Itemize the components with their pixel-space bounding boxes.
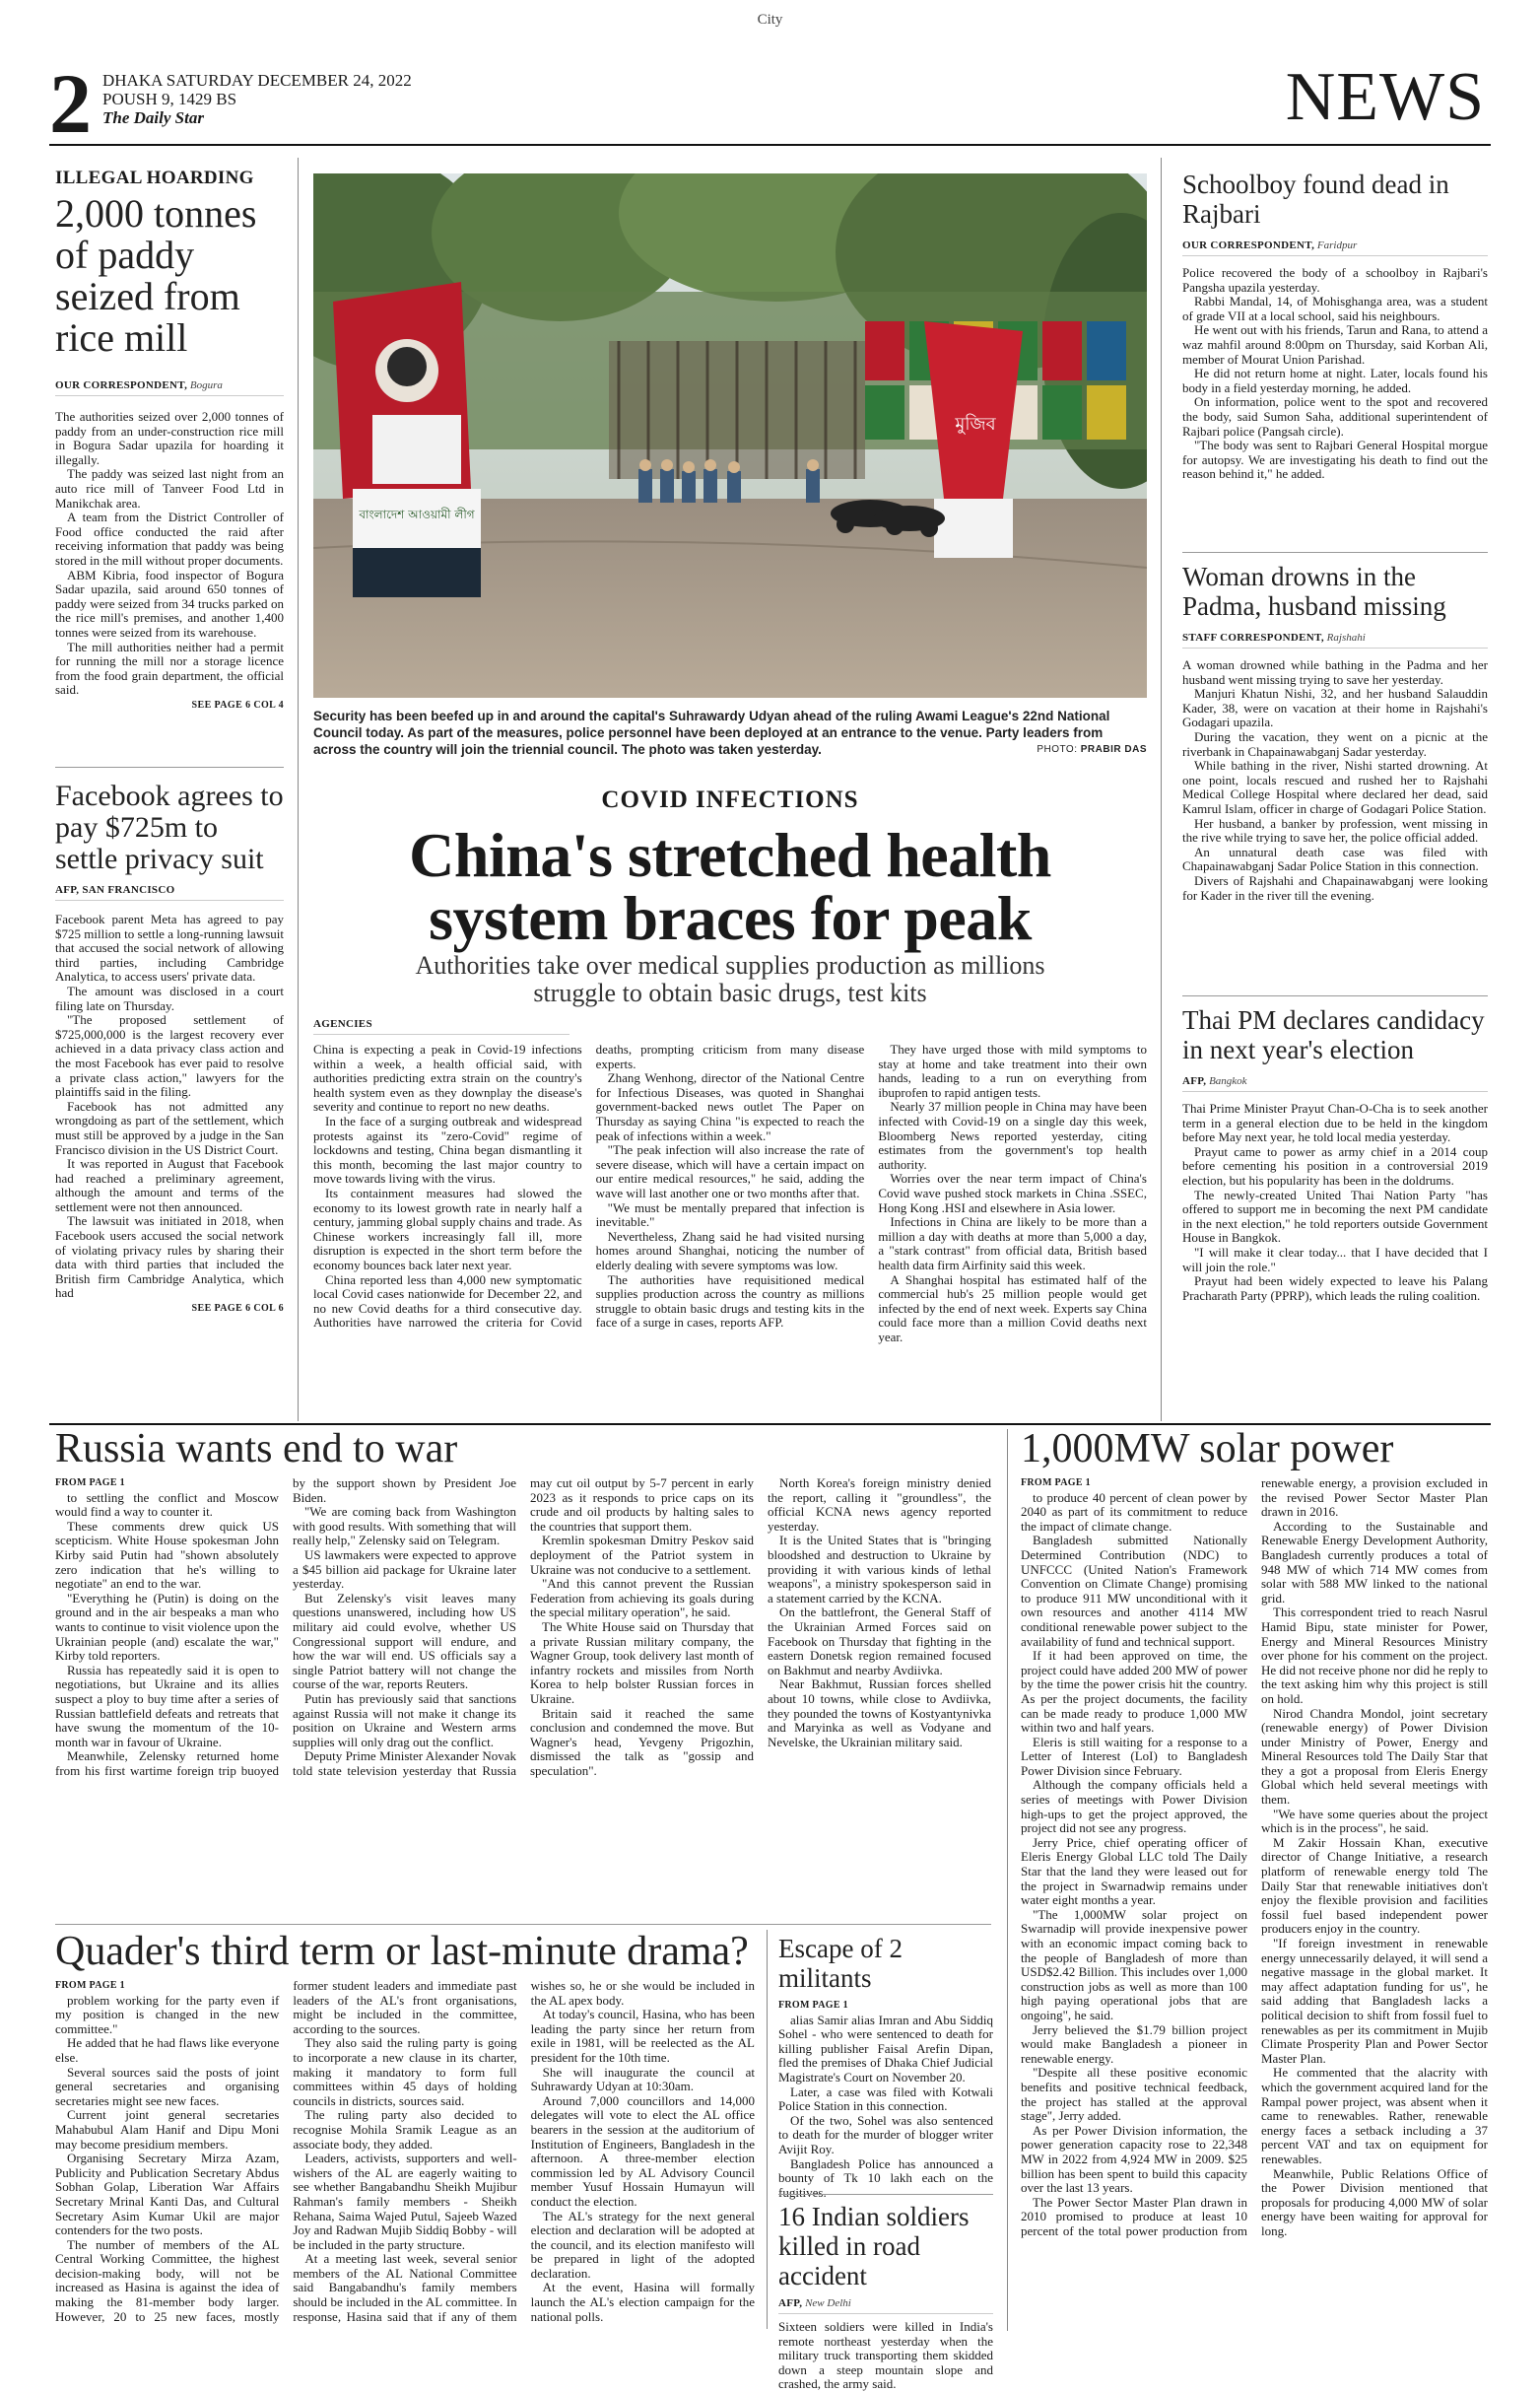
divider (1182, 552, 1488, 553)
article-body: Thai Prime Minister Prayut Chan-O-Cha is to seek another term in a general election due to be held in the kingdom before May next year, he told local media yesterday. Prayut came to power as army chief in a 2014 coup before cementing his position in a controversial 2019 election, but his popularity has been in the doldrums. The newly-created United Thai Nation Party "has offered to support me in becoming the next PM candidate in the next election," he told reporters outside Government House in Bangkok. "I will make it clear today... that I have decided that I will join the role." Prayut had been widely expected to leave his Palang Pracharath Party (PPRP), which leads the ruling coalition. (1182, 1101, 1488, 1303)
page-number: 2 (49, 56, 92, 151)
kicker: ILLEGAL HOARDING (55, 168, 254, 188)
divider (1182, 995, 1488, 996)
article-facebook (55, 781, 284, 1314)
from-page: FROM PAGE 1 (778, 2000, 848, 2011)
headline: Thai PM declares candidacy in next year's election (1182, 1005, 1485, 1064)
section-rule (49, 1423, 1491, 1425)
photo-caption (313, 708, 1147, 758)
column-divider (298, 158, 299, 1421)
section-label: City (757, 12, 783, 28)
caption-text: Security has been beefed up in and around the capital's Suhrawardy Udyan ahead of the ruling Awami League's 22nd National Council today. As part of the measures, police personnel have been deployed at an entrance to the venue. Party leaders from across the country will join the triennial council. The photo was taken yesterday. (313, 709, 1110, 757)
article-russia (55, 1427, 991, 1915)
headline: Russia wants end to war (55, 1426, 458, 1471)
divider (778, 2194, 993, 2195)
lead-kicker: COVID INFECTIONS (601, 786, 859, 813)
article-paddy (55, 168, 284, 711)
article-solar (1021, 1427, 1488, 2332)
from-page: FROM PAGE 1 (1021, 1477, 1091, 1488)
date-bangla: POUSH 9, 1429 BS (102, 90, 237, 108)
lead-article (313, 1017, 1147, 1412)
from-page: FROM PAGE 1 (55, 1477, 125, 1488)
byline: STAFF CORRESPONDENT, Rajshahi (1182, 631, 1488, 649)
article-body: FROM PAGE 1 to settling the conflict and Moscow would find a way to counter it. These comments drew quick US scepticism. White House spokesman John Kirby said Putin had "shown absolutely zero indication that he's willing to negotiate" an end to the war. "Everything he (Putin) is doing on the ground and in the air bespeaks a man who wants to continue to visit violence upon the Ukrainian people (and) escalate the war," Kirby told reporters. Russia has repeatedly said it is open to negotiations, but Ukraine and its allies suspect a ploy to buy time after a series of Russian battlefield defeats and retreats that have swung the momentum of the 10-month war in favour of Ukraine. Meanwhile, Zelensky returned home from his first wartime foreign trip buoyed by the support shown by President Joe Biden. "We are coming back from Washington with good results. With something that will really help," Zelensky said on Telegram. US lawmakers were expected to approve a $45 billion aid package for Ukraine later yesterday. But Zelensky's visit leaves many questions unanswered, including how US military aid could evolve, whether US Congressional support will endure, and how the war will end. US officials say a single Patriot battery will not change the course of the war, reports Reuters. Putin has previously said that sanctions against Russia will not make it change its position on Ukraine and Western arms supplies will only drag out the conflict. Deputy Prime Minister Alexander Novak told state television yesterday that Russia may cut oil output by 5-7 percent in early 2023 as it responds to price caps on its crude and oil products by halting sales to the countries that support them. Kremlin spokesman Dmitry Peskov said deployment of the Patriot system in Ukraine was not conducive to a settlement. "And this cannot prevent the Russian Federation from achieving its goals during the special military operation", he said. The White House said on Thursday that a private Russian military company, the Wagner Group, took delivery last month of infantry rockets and missiles from North Korea to help bolster Russian forces in Ukraine. Britain said it reached the same conclusion and condemned the move. But Wagner's head, Yevgeny Prigozhin, dismissed the talk as "gossip and speculation". North Korea's foreign ministry denied the report, calling it "groundless", the official KCNA news agency reported yesterday. It is the United States that is "bringing bloodshed and destruction to Ukraine by providing it with various kinds of lethal weapons", a ministry spokesperson said in a statement carried by the KCNA. On the battlefront, the General Staff of the Ukrainian Armed Forces said on Facebook on Thursday that fighting in the eastern Donetsk region remained focused on Bakhmut and nearby Avdiivka. Near Bakhmut, Russian forces shelled about 10 towns, while close to Avdiivka, they pounded the towns of Kostyantynivka and Maryinka as well as Vodyane and Nevelske, the Ukrainian military said. (55, 1475, 991, 1778)
byline: AFP, SAN FRANCISCO (55, 883, 284, 901)
column-divider (1007, 1429, 1008, 2331)
article-body: China is expecting a peak in Covid-19 infections within a week, a health official said, with authorities predicting extra strain on the country's health system even as they downplay the disease's severity and continue to report no new deaths. In the face of a surging outbreak and widespread protests against its "zero-Covid" regime of lockdowns and testing, China began dismantling it this month, becoming the last major country to move towards living with the virus. Its containment measures had slowed the economy to its lowest growth rate in nearly half a century, jamming global supply chains and trade. As Chinese workers increasingly fall ill, more disruption is expected in the short term before the economy bounces back later next year. China reported less than 4,000 new symptomatic local Covid cases nationwide for December 22, and no new Covid deaths for a third consecutive day. Authorities have narrowed the criteria for Covid deaths, prompting criticism from many disease experts. Zhang Wenhong, director of the National Centre for Infectious Diseases, was quoted in Shanghai government-backed news outlet The Paper on Thursday as saying China "is expected to reach the peak of infections within a week." "The peak infection will also increase the rate of severe disease, which will have a certain impact on our entire medical resources," he said, adding the wave will last another one or two months after that. "We must be mentally prepared that infection is inevitable." Nevertheless, Zhang said he had visited nursing homes around Shanghai, noticing the number of elderly dealing with severe symptoms was low. The authorities have requisitioned medical supplies production across the country as millions struggle to obtain basic drugs and testing kits in the face of a surge in cases, reports AFP. They have urged those with mild symptoms to stay at home and take treatment into their own hands, leading to a run on everything from ibuprofen to rapid antigen tests. Nearly 37 million people in China may have been infected with Covid-19 on a single day this week, Bloomberg News reported yesterday, citing estimates from the government's top health authority. Worries over the near term impact of China's Covid wave pushed stock markets in China .SSEC, Hong Kong .HSI and elsewhere in Asia lower. Infections in China are likely to be more than a million a day with deaths at more than 5,000 a day, a "stark contrast" from official data, British based health data firm Airfinity said this week. A Shanghai hospital has estimated half of the commercial hub's 25 million people would get infected by the end of next week. Experts say China could face more than a million Covid deaths next year. (313, 1042, 1147, 1344)
byline: OUR CORRESPONDENT, Bogura (55, 378, 284, 396)
article-body: FROM PAGE 1 alias Samir alias Imran and Abu Siddiq Sohel - who were sentenced to death for killing publisher Faisal Arefin Dipan, fled the premises of Dhaka Chief Judicial Magistrate's Court on November 20. Later, a case was filed with Kotwali Police Station in this connection. Of the two, Sohel was also sentenced to death for the murder of blogger writer Avijit Roy. Bangladesh Police has announced a bounty of Tk 10 lakh each on the fugitives. (778, 2000, 993, 2200)
byline: AFP, New Delhi (778, 2296, 993, 2314)
article-body: The authorities seized over 2,000 tonnes of paddy from an under-construction rice mill in Bogura Sadar upazila for hoarding it illegally. The paddy was seized last night from an auto rice mill of Tanveer Food Ltd in Manikchak area. A team from the District Controller of Food office conducted the raid after receiving information that paddy was being stored in the mill without proper documents. ABM Kibria, food inspector of Bogura Sadar upazila, said around 650 tonnes of paddy were seized from 34 trucks parked on the rice mill's premises, and another 1,400 tonnes were seized from its warehouse. The mill authorities neither had a permit for running the mill nor a storage licence from the food grain department, the official said. (55, 409, 284, 698)
article-quader (55, 1930, 755, 2349)
article-body: FROM PAGE 1 problem working for the party even if my position is changed in the new committee." He added that he had flaws like everyone else. Several sources said the posts of joint general secretaries and organising secretaries might see new faces. Current joint general secretaries Mahabubul Alam Hanif and Dipu Moni may become presidium members. Organising Secretary Mirza Azam, Publicity and Publication Secretary Abdus Sobhan Golap, Liberation War Affairs Secretary Mrinal Kanti Das, and Cultural Secretary Asim Kumar Ukil are major contenders for the two posts. The number of members of the AL Central Working Committee, the highest decision-making body, will not be increased as Hasina is against the idea of making the 81-member body larger. However, 20 to 25 new faces, mostly former student leaders and immediate past leaders of the AL's front organisations, might be included in the committee, according to the sources. They also said the ruling party is going to incorporate a new clause in its charter, making it mandatory to form full committees within 45 days of holding councils in districts, sources said. The ruling party also decided to recognise Mohila Sramik League as an associate body, they added. Leaders, activists, supporters and well-wishers of the AL are eagerly waiting to see whether Bangabandhu Sheikh Mujibur Rahman's family members - Sheikh Rehana, Saima Wajed Putul, Sajeeb Wazed Joy and Radwan Mujib Siddiq Bobby - will be included in the party structure. At a meeting last week, several senior members of the AL National Committee said Bangabandhu's family members should be included in the AL committee. In response, Hasina said that if any of them wishes so, he or she would be included in the AL apex body. At today's council, Hasina, who has been leading the party since her return from exile in 1981, will be reelected as the AL president for the 10th time. She will inaugurate the council at Suhrawardy Udyan at 10:30am. Around 7,000 councillors and 14,000 delegates will vote to elect the AL office bearers in the session at the auditorium of Institution of Engineers, Bangladesh in the afternoon. A three-member election commission led by AL Advisory Council member Yusuf Hossain Humayun will conduct the election. The AL's strategy for the next general election and declaration will be adopted at the council, and its election manifesto will be prepared in light of the adopted declaration. At the event, Hasina will formally launch the AL's election campaign for the national polls. (55, 1978, 755, 2324)
article-thai (1182, 1005, 1488, 1303)
headline: 16 Indian soldiers killed in road accident (778, 2202, 970, 2290)
section-masthead: NEWS (1285, 59, 1485, 135)
dateline (102, 71, 412, 127)
headline: Escape of 2 militants (778, 1934, 903, 1993)
article-body: FROM PAGE 1 to produce 40 percent of clean power by 2040 as part of its commitment to reduce the impact of climate change. Bangladesh submitted Nationally Determined Contribution (NDC) to UNFCCC (United Nation's Framework Convention on Climate Change) promising to produce 911 MW unconditional with it own resources and another 4114 MW conditional renewable power subject to the availability of fund and technical support. If it had been approved on time, the project could have added 200 MW of power by the time the power crisis hit the country. As per the project documents, the facility can be made ready to produce 1,000 MW within two and half years. Eleris is still waiting for a response to a Letter of Interest (LoI) to Bangladesh Power Division since February. Although the company officials held a series of meetings with Power Division high-ups to get the project approved, the project did not see any progress. Jerry Price, chief operating officer of Eleris Energy Global LLC told The Daily Star that the land they were leased out for the project in Swarnadwip remains under water eight months a year. "The 1,000MW solar project on Swarnadip will provide inexpensive power with an economic impact coming back to the people of Bangladesh of more than USD$2.42 Billion. This includes over 1,000 construction jobs as well as more than 100 high paying operational jobs that are ongoing", he said. Jerry believed the $1.79 billion project would make Bangladesh a pioneer in renewable energy. "Despite all these positive economic benefits and positive technical feedback, the project has stalled at the approval stage", Jerry added. As per Power Division information, the power generation capacity rose to 22,348 MW in 2022 from 4,924 MW in 2009. $25 billion has been spent to build this capacity over the last 13 years. The Power Sector Master Plan drawn in 2010 promised to produce at least 10 percent of the total power production from renewable energy, a provision excluded in the revised Power Sector Master Plan drawn in 2016. According to the Sustainable and Renewable Energy Development Authority, Bangladesh currently produces a total of 948 MW of which 714 MW comes from solar with 588 MW linked to the national grid. This correspondent tried to reach Nasrul Hamid Bipu, state minister for Power, Energy and Mineral Resources Ministry over phone for his comment on the project. He did not receive phone nor did he reply to the text asking him why this project is still on hold. Nirod Chandra Mondol, joint secretary (renewable energy) of Power Division under Ministry of Power, Energy and Mineral Resources told The Daily Star that they a got a proposal from Eleris Energy Global which held several meetings with them. "We have some queries about the project which is in the process", he said. M Zakir Hossain Khan, executive director of Change Initiative, a research platform of renewable energy told The Daily Star that renewable initiatives don't enjoy the flexible provision and facilities fossil fuel based independent power producers enjoy in the country. "If foreign investment in renewable energy unnecessarily delayed, it will send a negative massage in the global market. It may affect adaptation funding for us", he said adding that Bangladesh lacks a political decision to shift from fossil fuel to renewables as per its commitment in Mujib Climate Prosperity Plan and Power Sector Master Plan. He commented that the alacrity with which the government acquired land for the Rampal power project, was absent when it came to renewables. Rather, renewable energy faces a setback including a 37 percent VAT and tax on equipment for renewables. Meanwhile, Public Relations Office of the Power Division mentioned that proposals for producing 4,000 MW of solar energy have been waiting for approval for long. (1021, 1475, 1488, 2238)
article-body: A woman drowned while bathing in the Padma and her husband went missing trying to save her yesterday. Manjuri Khatun Nishi, 32, and her husband Salauddin Kader, 38, were on vacation at their home in Rajshahi's Godagari upazila. During the vacation, they went on a picnic at the riverbank in Chapainawabganj Sadar yesterday. While bathing in the river, Nishi started drowning. At one point, locals rescued and rushed her to Rajshahi Medical College Hospital where declared her dead, said Kamrul Islam, officer in charge of Godagari Police Station. Her husband, a banker by profession, went missing in the rive while trying to save her, the police official added. An unnatural death case was filed with Chapainawabganj Sadar Police Station in this connection. Divers of Rajshahi and Chapainawabganj were looking for Kader in the river till the evening. (1182, 657, 1488, 903)
lead-headline: China's stretched health system braces for peak (409, 820, 1051, 953)
article-padma (1182, 562, 1488, 903)
headline: Woman drowns in the Padma, husband missing (1182, 562, 1446, 621)
article-escape (778, 1934, 993, 2200)
divider (55, 1924, 991, 1925)
banner-text: বাংলাদেশ আওয়ামী লীগ (359, 508, 475, 521)
headline: Facebook agrees to pay $725m to settle privacy suit (55, 780, 284, 875)
divider (55, 767, 284, 768)
photo-credit: PHOTO: PRABIR DAS (1037, 744, 1147, 755)
continued-link[interactable]: SEE PAGE 6 COL 4 (191, 699, 284, 711)
headline: Quader's third term or last-minute drama? (55, 1929, 749, 1974)
article-body: Sixteen soldiers were killed in India's remote northeast yesterday when the military truck transporting them skidded down a steep mountain slope and crashed, the army said. (778, 2319, 993, 2392)
byline: AFP, Bangkok (1182, 1074, 1488, 1092)
article-body: Police recovered the body of a schoolboy in Rajbari's Pangsha upazila yesterday. Rabbi Mandal, 14, of Mohisghanga area, was a student of grade VII at a local school, said his neighbours. He went out with his friends, Tarun and Rana, to attend a waz mahfil around 8:00pm on Thursday, said Korban Ali, member of Mourat Union Parishad. He did not return home at night. Later, locals found his body in a field yesterday morning, he added. On information, police went to the spot and recovered the body, said Sumon Saha, additional superintendent of Rajbari police (Pangsah circle). "The body was sent to Rajbari General Hospital morgue for autopsy. We are investigating his death to find out the reason behind it," he added. (1182, 265, 1488, 482)
date-gregorian: DHAKA SATURDAY DECEMBER 24, 2022 (102, 71, 412, 90)
paper-logo: The Daily Star (102, 108, 204, 127)
column-divider (767, 1930, 768, 2329)
byline: AGENCIES (313, 1017, 569, 1035)
headline: 1,000MW solar power (1021, 1426, 1394, 1471)
photo-illustration (313, 173, 1147, 698)
banner-text: মুজিব (955, 414, 996, 435)
header-rule (49, 144, 1491, 146)
from-page: FROM PAGE 1 (55, 1980, 125, 1991)
column-divider (1161, 158, 1162, 1421)
byline: OUR CORRESPONDENT, Faridpur (1182, 239, 1488, 256)
continued-link[interactable]: SEE PAGE 6 COL 6 (191, 1303, 284, 1315)
headline: Schoolboy found dead in Rajbari (1182, 170, 1449, 229)
headline: 2,000 tonnes of paddy seized from rice mill (55, 191, 257, 360)
lead-deck: Authorities take over medical supplies production as millions struggle to obtain basic drugs, test kits (415, 951, 1045, 1007)
article-body: Facebook parent Meta has agreed to pay $725 million to settle a long-running lawsuit that accused the social network of allowing third parties, including Cambridge Analytica, to access users' private data. The amount was disclosed in a court filing late on Thursday. "The proposed settlement of $725,000,000 is the largest recovery ever achieved in a data privacy class action and the most Facebook has ever paid to resolve a private class action," lawyers for the plaintiffs said in the filing. Facebook has not admitted any wrongdoing as part of the settlement, which must still be approved by a judge in the San Francisco division in the US District Court. It was reported in August that Facebook had reached a preliminary agreement, although the amount and terms of the settlement were not then announced. The lawsuit was initiated in 2018, when Facebook users accused the social network of violating privacy rules by sharing their data with third parties that included the British firm Cambridge Analytica, which had (55, 912, 284, 1301)
article-indian-soldiers (778, 2202, 993, 2392)
article-schoolboy (1182, 170, 1488, 482)
news-photo (313, 173, 1147, 698)
